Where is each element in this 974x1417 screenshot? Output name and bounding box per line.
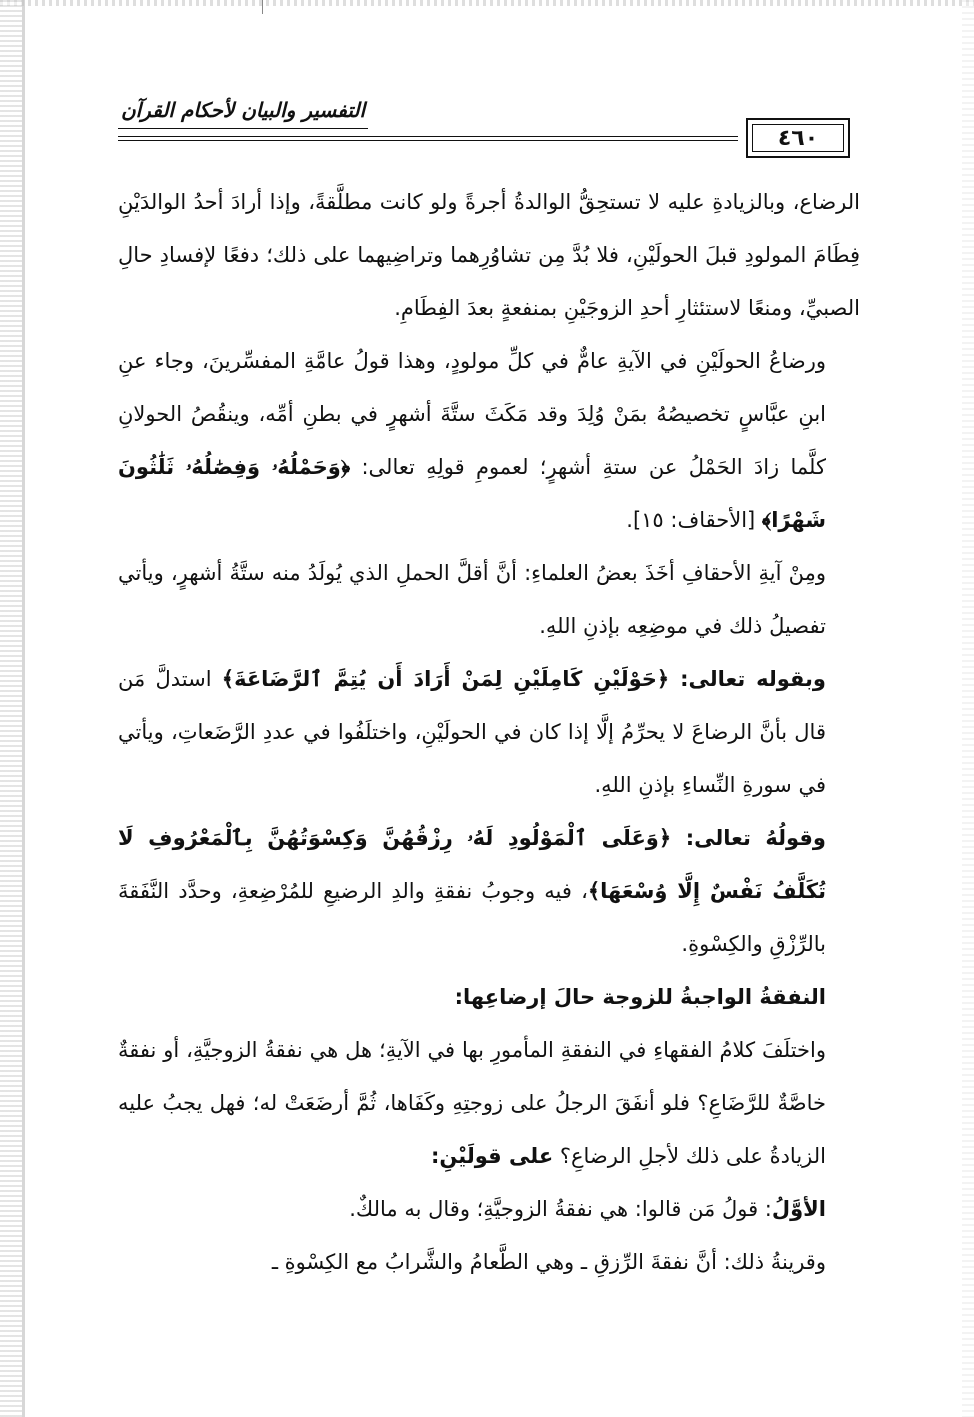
paragraph: [118, 1183, 860, 1236]
header-rule-left-2: [118, 140, 738, 141]
text-run: وقرينةُ ذلك: أنَّ نفقةَ الرِّزقِ ـ وهي الطَّعامُ والشَّرابُ مع الكِسْوةِ ـ: [271, 1250, 826, 1274]
quran-quote: ﴿وَحَمْلُهُۥ وَفِصَٰلُهُۥ ثَلَٰثُونَ شَهْرًا﴾: [118, 455, 826, 532]
paragraph: [118, 1024, 860, 1183]
running-header: [118, 98, 848, 168]
header-rule-top: [118, 128, 368, 129]
paragraph: [118, 547, 860, 653]
scan-edge-top: [0, 0, 974, 6]
bold-text: الأوَّلُ: [771, 1197, 826, 1221]
text-run: ورضاعُ الحولَيْنِ في الآيةِ عامٌّ في كلِّ مولودٍ، وهذا قولُ عامَّةِ المفسِّرينَ، وجاء عنِ ابنِ عبَّاسٍ تخصيصُهُ بمَنْ وُلِدَ وقد مَكَثَ ستَّةَ أشهرٍ في بطنِ أمِّه، وينقُصُ الحولانِ كلَّما زادَ الحَمْلُ عن ستةِ أشهرٍ؛ لعمومِ قولِهِ تعالى:: [118, 349, 826, 479]
text-run: [الأحقاف: ١٥].: [626, 508, 762, 532]
text-run: واختلَفَ كلامُ الفقهاءِ في النفقةِ المأمورِ بها في الآيةِ؛ هل هي نفقةُ الزوجيَّةِ، أو نفقةٌ خاصَّةٌ للرَّضَاعِ؟ فلو أنفَقَ الرجلُ على زوجتِهِ وكَفَاها، ثُمَّ أرضَعَتْ له؛ فهل يجبُ عليه الزيادةُ على ذلك لأجلِ الرضاعِ؟: [118, 1038, 826, 1168]
text-run: ومِنْ آيةِ الأحقافِ أخَذَ بعضُ العلماءِ: أنَّ أقلَّ الحملِ الذي يُولَدُ منه ستَّةُ أشهرٍ، ويأتي تفصيلُ ذلك في موضِعِه بإذنِ اللهِ.: [118, 561, 826, 638]
page-number-box: [746, 118, 850, 158]
scan-edge-right: [962, 0, 974, 1417]
quran-quote: ﴿وَعَلَى ٱلْمَوْلُودِ لَهُۥ رِزْقُهُنَّ وَكِسْوَتُهُنَّ بِٱلْمَعْرُوفِ لَا تُكَلَّفُ نَفْسٌ إِلَّا وُسْعَهَا﴾: [118, 826, 826, 903]
bold-text: على قولَيْنِ:: [431, 1144, 554, 1168]
quran-quote: ﴿حَوْلَيْنِ كَامِلَيْنِ لِمَنْ أَرَادَ أَن يُتِمَّ ٱلرَّضَاعَةَ﴾: [221, 667, 670, 691]
bold-text: وقولُهُ تعالى:: [671, 826, 826, 850]
body-text: [118, 176, 860, 1289]
paragraph: [118, 653, 860, 812]
header-rule-left-1: [118, 136, 738, 137]
section-heading: [118, 971, 860, 1024]
text-run: الرضاع، وبالزيادةِ عليه لا تستحِقُّ الوالدةُ أجرةً ولو كانت مطلَّقةً، وإذا أرادَ أحدُ الوالدَيْنِ فِطَامَ المولودِ قبلَ الحولَيْنِ، فلا بُدَّ مِن تشاوُرِهما وتراضِيهما على ذلك؛ دفعًا لإفسادِ حالِ الصبيِّ، ومنعًا لاستئثارِ أحدِ الزوجَيْنِ بمنفعةٍ بعدَ الفِطَامِ.: [118, 190, 860, 320]
paragraph: [118, 812, 860, 971]
text-run: استدلَّ مَن قال بأنَّ الرضاعَ لا يحرِّمُ إلَّا إذا كان في الحولَيْنِ، واختلَفُوا في عددِ الرَّضَعاتِ، ويأتي في سورةِ النِّساءِ بإذنِ اللهِ.: [118, 667, 826, 797]
text-run: : قولُ مَن قالوا: هي نفقةُ الزوجيَّةِ؛ وقال به مالكٌ.: [349, 1197, 772, 1221]
scan-edge-left-line: [22, 0, 25, 1417]
paragraph: [118, 176, 860, 335]
scan-edge-left: [0, 0, 22, 1417]
text-run: ، فيه وجوبُ نفقةِ والدِ الرضيعِ للمُرْضِعةِ، وحدَّد النَّفَقةَ بالرِّزْقِ والكِسْوةِ.: [118, 879, 826, 956]
book-title: التفسير والبيان لأحكام القرآن: [120, 98, 366, 122]
bold-text: وبقوله تعالى:: [669, 667, 826, 691]
page-number: ٤٦٠: [752, 124, 844, 152]
paragraph: [118, 1236, 860, 1289]
paragraph: [118, 335, 860, 547]
text-run: النفقةُ الواجبةُ للزوجة حالَ إرضاعِها:: [454, 985, 826, 1009]
scan-mark: [262, 0, 263, 14]
